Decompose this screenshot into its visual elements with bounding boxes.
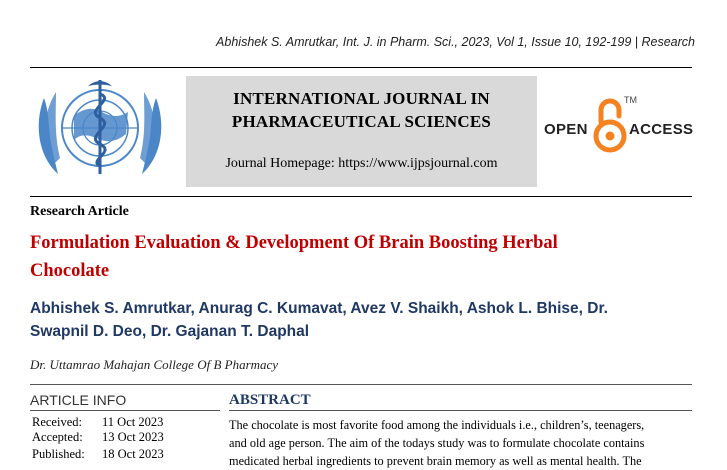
journal-title xyxy=(186,87,537,133)
abstract-heading: ABSTRACT xyxy=(229,392,311,408)
journal-header-box xyxy=(186,76,537,187)
journal-homepage-link[interactable]: Journal Homepage: https://www.ijpsjournal.com xyxy=(225,156,498,171)
info-row-accepted xyxy=(32,430,164,445)
open-access-lock-icon xyxy=(592,94,628,154)
abstract-rule xyxy=(229,410,692,411)
open-access-open-label: OPEN xyxy=(544,121,588,138)
abstract-line-1: The chocolate is most favorite food among the individuals i.e., children’s, teenagers, xyxy=(229,418,645,432)
header-rule xyxy=(30,67,692,68)
info-value: 11 Oct 2023 xyxy=(102,415,164,429)
open-access-access-label: ACCESS xyxy=(629,121,694,138)
un-emblem-caduceus-icon xyxy=(30,74,170,189)
running-head: Abhishek S. Amrutkar, Int. J. in Pharm. Sci., 2023, Vol 1, Issue 10, 192-199 | Research xyxy=(216,35,695,49)
info-label: Accepted: xyxy=(32,430,83,444)
info-label: Received: xyxy=(32,415,82,429)
affiliation-rule xyxy=(30,384,692,385)
info-label: Published: xyxy=(32,447,85,461)
info-row-received xyxy=(32,415,163,430)
article-info-heading: ARTICLE INFO xyxy=(30,392,127,408)
journal-title-line-2: PHARMACEUTICAL SCIENCES xyxy=(231,112,492,131)
journal-title-line-1: INTERNATIONAL JOURNAL IN xyxy=(233,89,490,108)
author-list-line-1: Abhishek S. Amrutkar, Anurag C. Kumavat, Avez V. Shaikh, Ashok L. Bhise, Dr. xyxy=(30,300,608,317)
info-value: 18 Oct 2023 xyxy=(102,447,164,461)
trademark-mark: TM xyxy=(624,95,637,105)
article-title xyxy=(30,229,690,285)
abstract-line-3: medicated herbal ingredients to prevent brain memory as well as mental health. The xyxy=(229,454,642,468)
article-title-line-2: Chocolate xyxy=(30,261,110,281)
info-row-published xyxy=(32,447,164,462)
article-type: Research Article xyxy=(30,204,129,219)
section-rule xyxy=(30,196,692,197)
author-list-line-2: Swapnil D. Deo, Dr. Gajanan T. Daphal xyxy=(30,323,310,340)
article-info-rule xyxy=(30,410,220,411)
info-value: 13 Oct 2023 xyxy=(102,430,164,444)
affiliation: Dr. Uttamrao Mahajan College Of B Pharmacy xyxy=(30,357,279,372)
author-list xyxy=(30,297,690,343)
abstract-line-2: and old age person. The aim of the todays study was to formulate chocolate contains xyxy=(229,436,645,450)
article-title-line-1: Formulation Evaluation & Development Of Brain Boosting Herbal xyxy=(30,233,558,253)
